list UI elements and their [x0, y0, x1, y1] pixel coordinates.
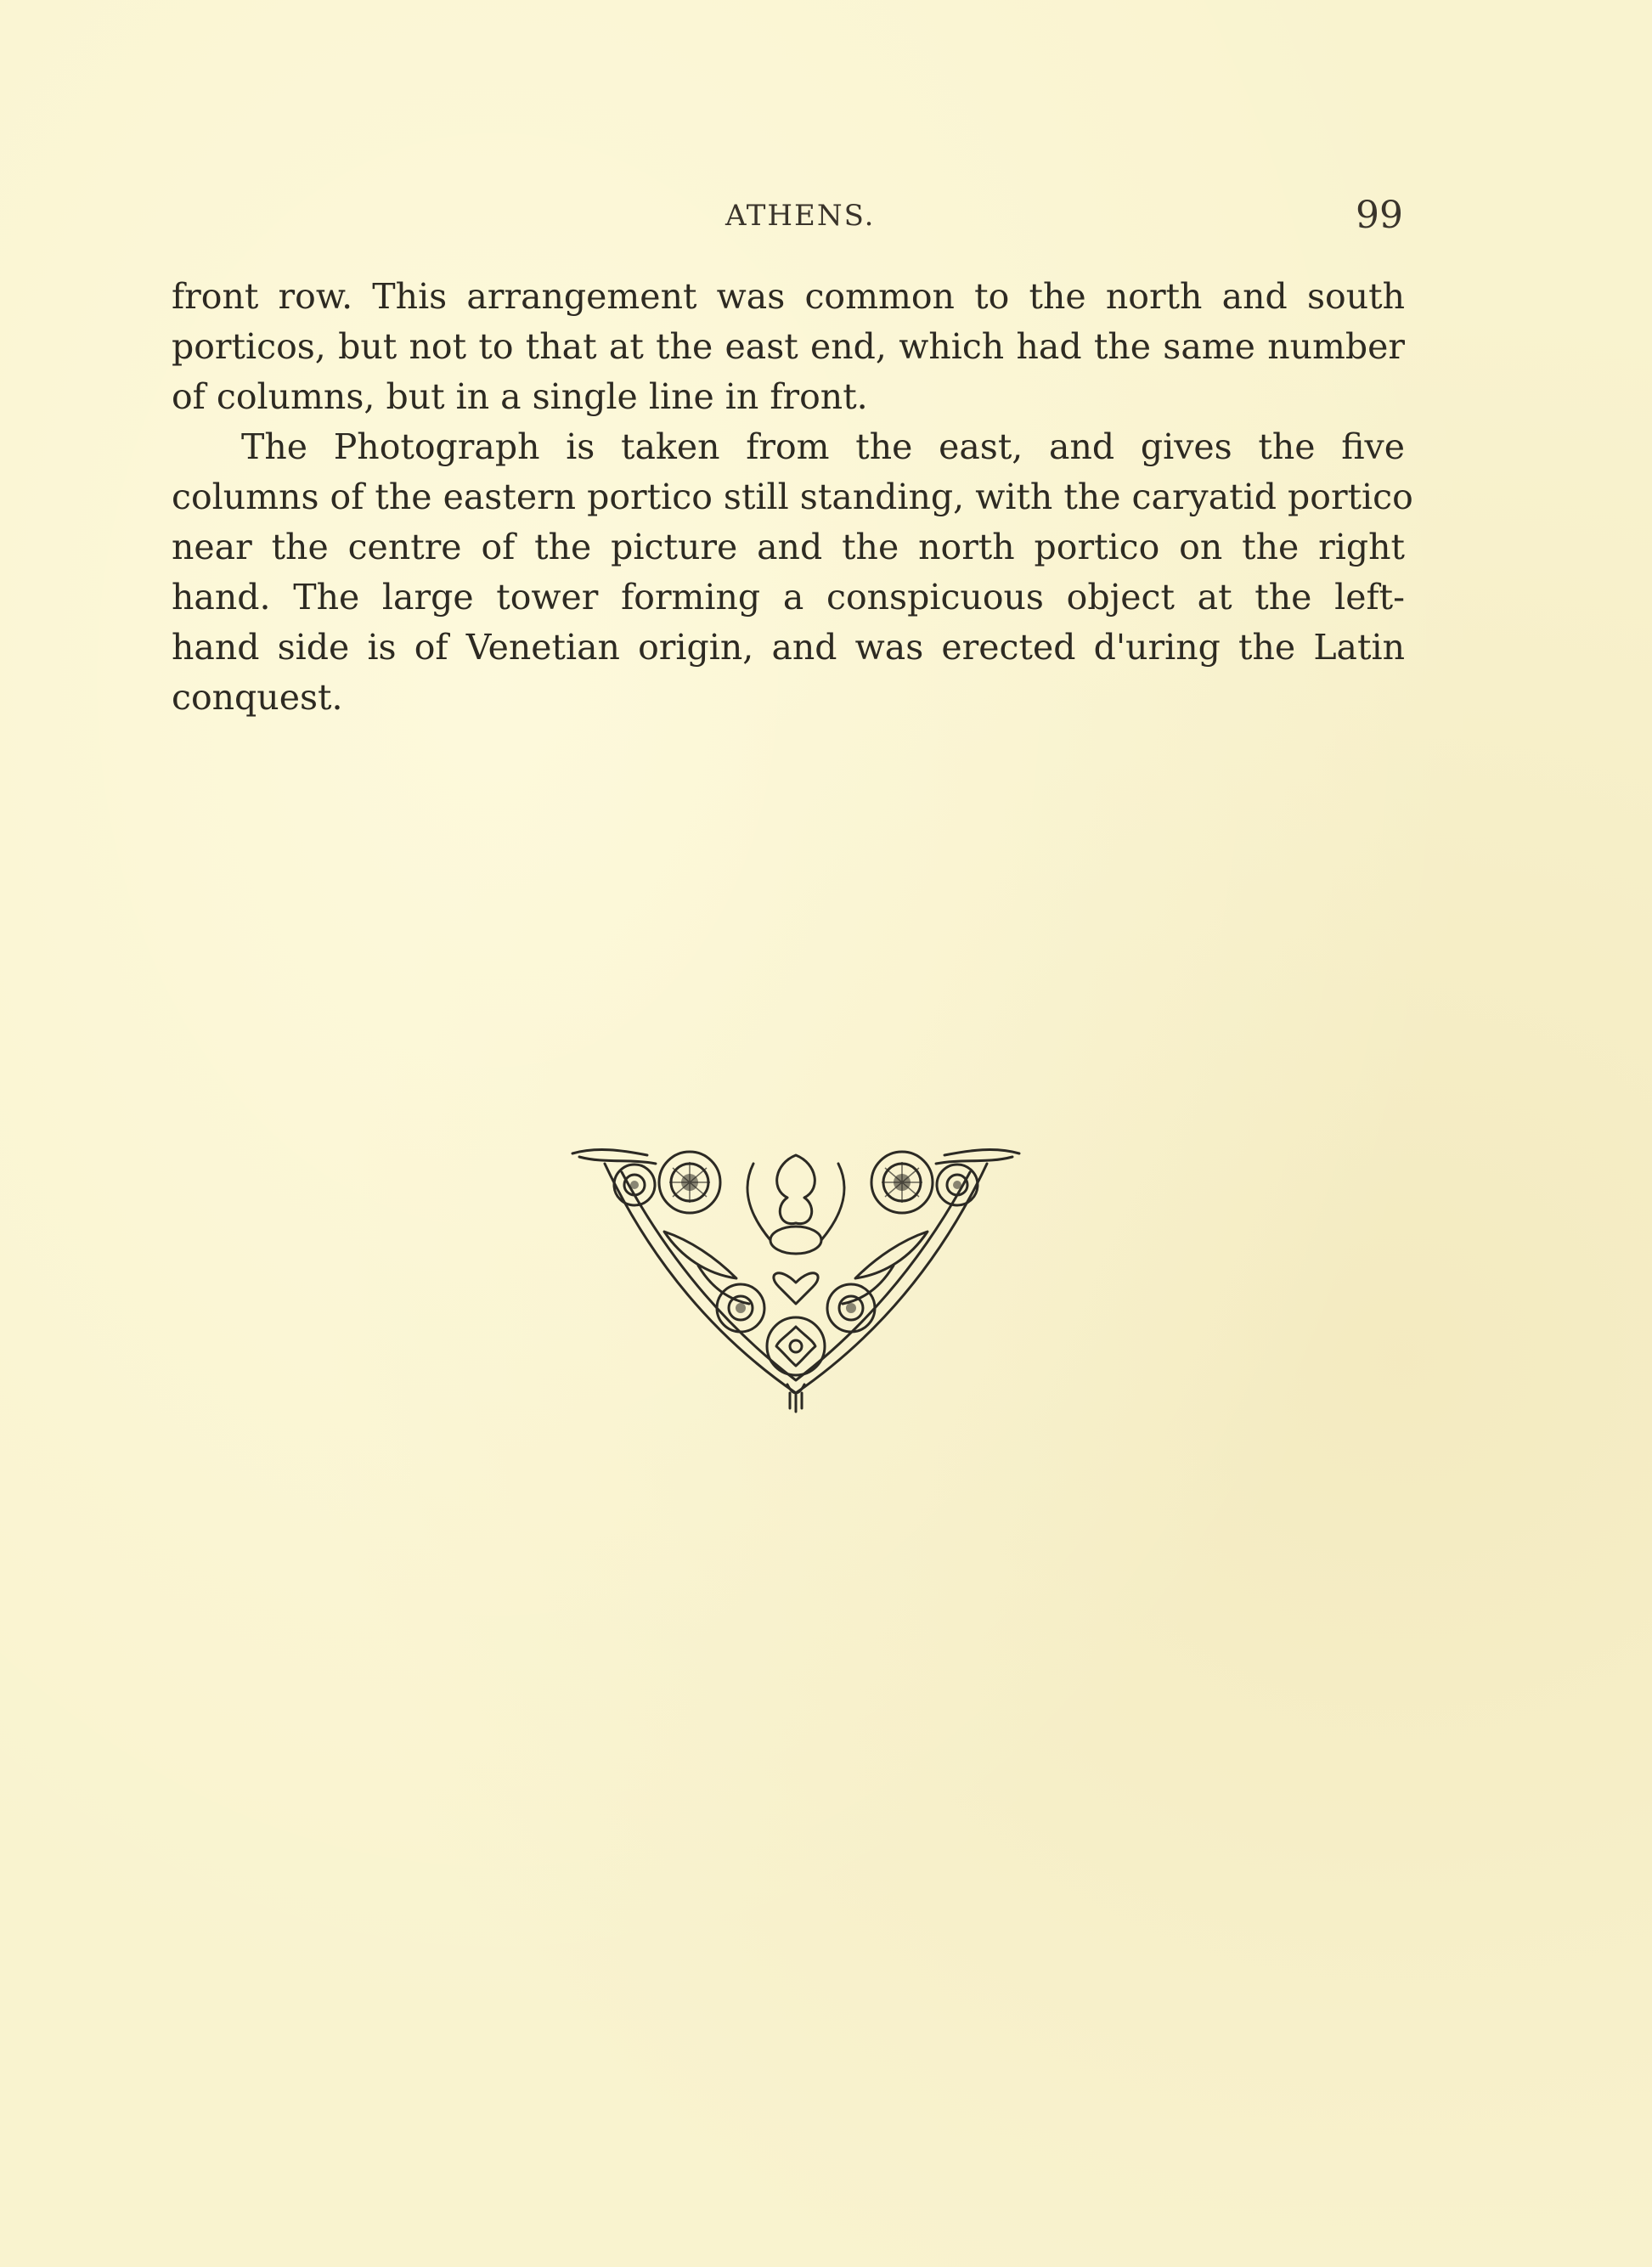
floral-tailpiece-ornament-icon — [571, 1138, 1021, 1418]
running-title: ATHENS. — [725, 199, 876, 233]
paragraph-2 — [172, 422, 1413, 723]
running-head — [0, 194, 1652, 236]
text-line: of columns, but in a single line in front. — [172, 376, 868, 417]
text-line: porticos, but not to that at the east end, which had the same number — [172, 326, 1405, 367]
text-line: columns of the eastern portico still standing, with the caryatid portico — [172, 477, 1413, 517]
body-text — [172, 272, 1413, 723]
paragraph-1 — [172, 272, 1405, 422]
text-line: hand side is of Venetian origin, and was erected d'uring the Latin — [172, 627, 1405, 668]
text-line: near the centre of the picture and the north portico on the right — [172, 527, 1405, 567]
page-number: 99 — [1356, 194, 1403, 237]
text-line: hand. The large tower forming a conspicuous object at the left- — [172, 577, 1405, 618]
text-line: The Photograph is taken from the east, and gives the five — [241, 426, 1405, 467]
text-line: front row. This arrangement was common to the north and south — [172, 276, 1405, 317]
text-line: conquest. — [172, 677, 343, 718]
